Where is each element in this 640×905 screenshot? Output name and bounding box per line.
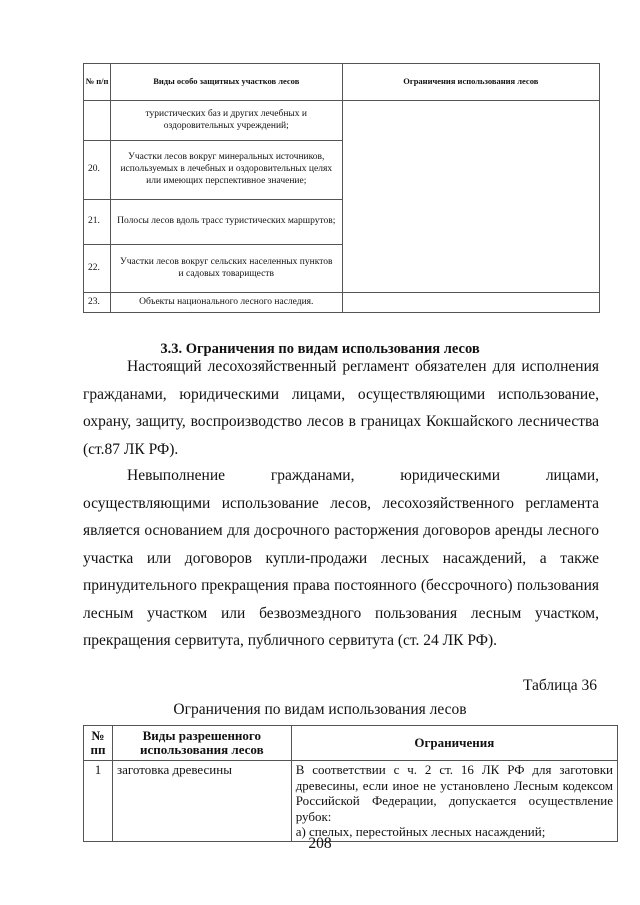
row-text: Участки лесов вокруг сельских населенных пунктов и садовых товариществ bbox=[110, 245, 342, 293]
restriction-item: а) спелых, перестойных лесных насаждений; bbox=[295, 824, 546, 839]
row-text: Полосы лесов вдоль трасс туристических маршрутов; bbox=[110, 200, 342, 245]
row-number bbox=[84, 101, 111, 141]
row-restriction bbox=[291, 761, 617, 842]
row-text: туристических баз и других лечебных и оздоровительных учреждений; bbox=[110, 101, 342, 141]
header-number: № пп bbox=[84, 726, 113, 761]
header-restrictions: Ограничения использования лесов bbox=[342, 64, 599, 101]
restriction-main: В соответствии с ч. 2 ст. 16 ЛК РФ для заготовки древесины, если иное не установлено Лесным кодексом Российской Федерации, допускается осуществление рубок: bbox=[295, 762, 613, 824]
paragraph-2 bbox=[83, 462, 599, 655]
header-area-types: Виды особо защитных участков лесов bbox=[110, 64, 342, 101]
row-usage-kind: заготовка древесины bbox=[112, 761, 291, 842]
row-number: 22. bbox=[84, 245, 111, 293]
row-text: Объекты национального лесного наследия. bbox=[110, 293, 342, 313]
paragraph-2-text: Невыполнение гражданами, юридическими лицами, осуществляющими использование лесов, лесохозяйственного регламента является основанием для досрочного расторжения договоров аренды лесного участка или договоров купли-продажи лесных насаждений, а также принудительного прекращения права постоянного (бессрочного) пользования лесным участком или безвозмездного пользования лесным участком, прекращения сервитута, публичного сервитута (ст. 24 ЛК РФ). bbox=[83, 467, 599, 649]
table-row bbox=[84, 293, 600, 313]
row-text: Участки лесов вокруг минеральных источников, используемых в лечебных и оздоровительных целях или имеющих перспективное значение; bbox=[110, 141, 342, 200]
page-number: 208 bbox=[308, 835, 332, 852]
header-number: № п/п bbox=[84, 64, 111, 101]
row-number: 21. bbox=[84, 200, 111, 245]
table-row bbox=[84, 101, 600, 141]
row-number: 1 bbox=[84, 761, 113, 842]
restrictions-cell bbox=[342, 293, 599, 313]
table-header-row bbox=[84, 64, 600, 101]
row-number: 20. bbox=[84, 141, 111, 200]
header-usage-types: Виды разрешенного использования лесов bbox=[112, 726, 291, 761]
usage-restrictions-table bbox=[83, 725, 618, 842]
table-header-row bbox=[84, 726, 618, 761]
paragraph-1 bbox=[83, 353, 599, 463]
paragraph-1-text: Настоящий лесохозяйственный регламент обязателен для исполнения гражданами, юридическими лицами, осуществляющими использование, охрану, защиту, воспроизводство лесов в границах Кокшайского лесничества (ст.87 ЛК РФ). bbox=[83, 358, 599, 458]
table-row bbox=[84, 761, 618, 842]
table-number-label: Таблица 36 bbox=[522, 677, 597, 694]
protective-areas-table bbox=[83, 63, 600, 313]
header-restrictions: Ограничения bbox=[291, 726, 617, 761]
row-number: 23. bbox=[84, 293, 111, 313]
table-caption: Ограничения по видам использования лесов bbox=[173, 701, 467, 718]
restrictions-cell bbox=[342, 101, 599, 293]
section-heading: 3.3. Ограничения по видам использования лесов bbox=[160, 341, 480, 357]
